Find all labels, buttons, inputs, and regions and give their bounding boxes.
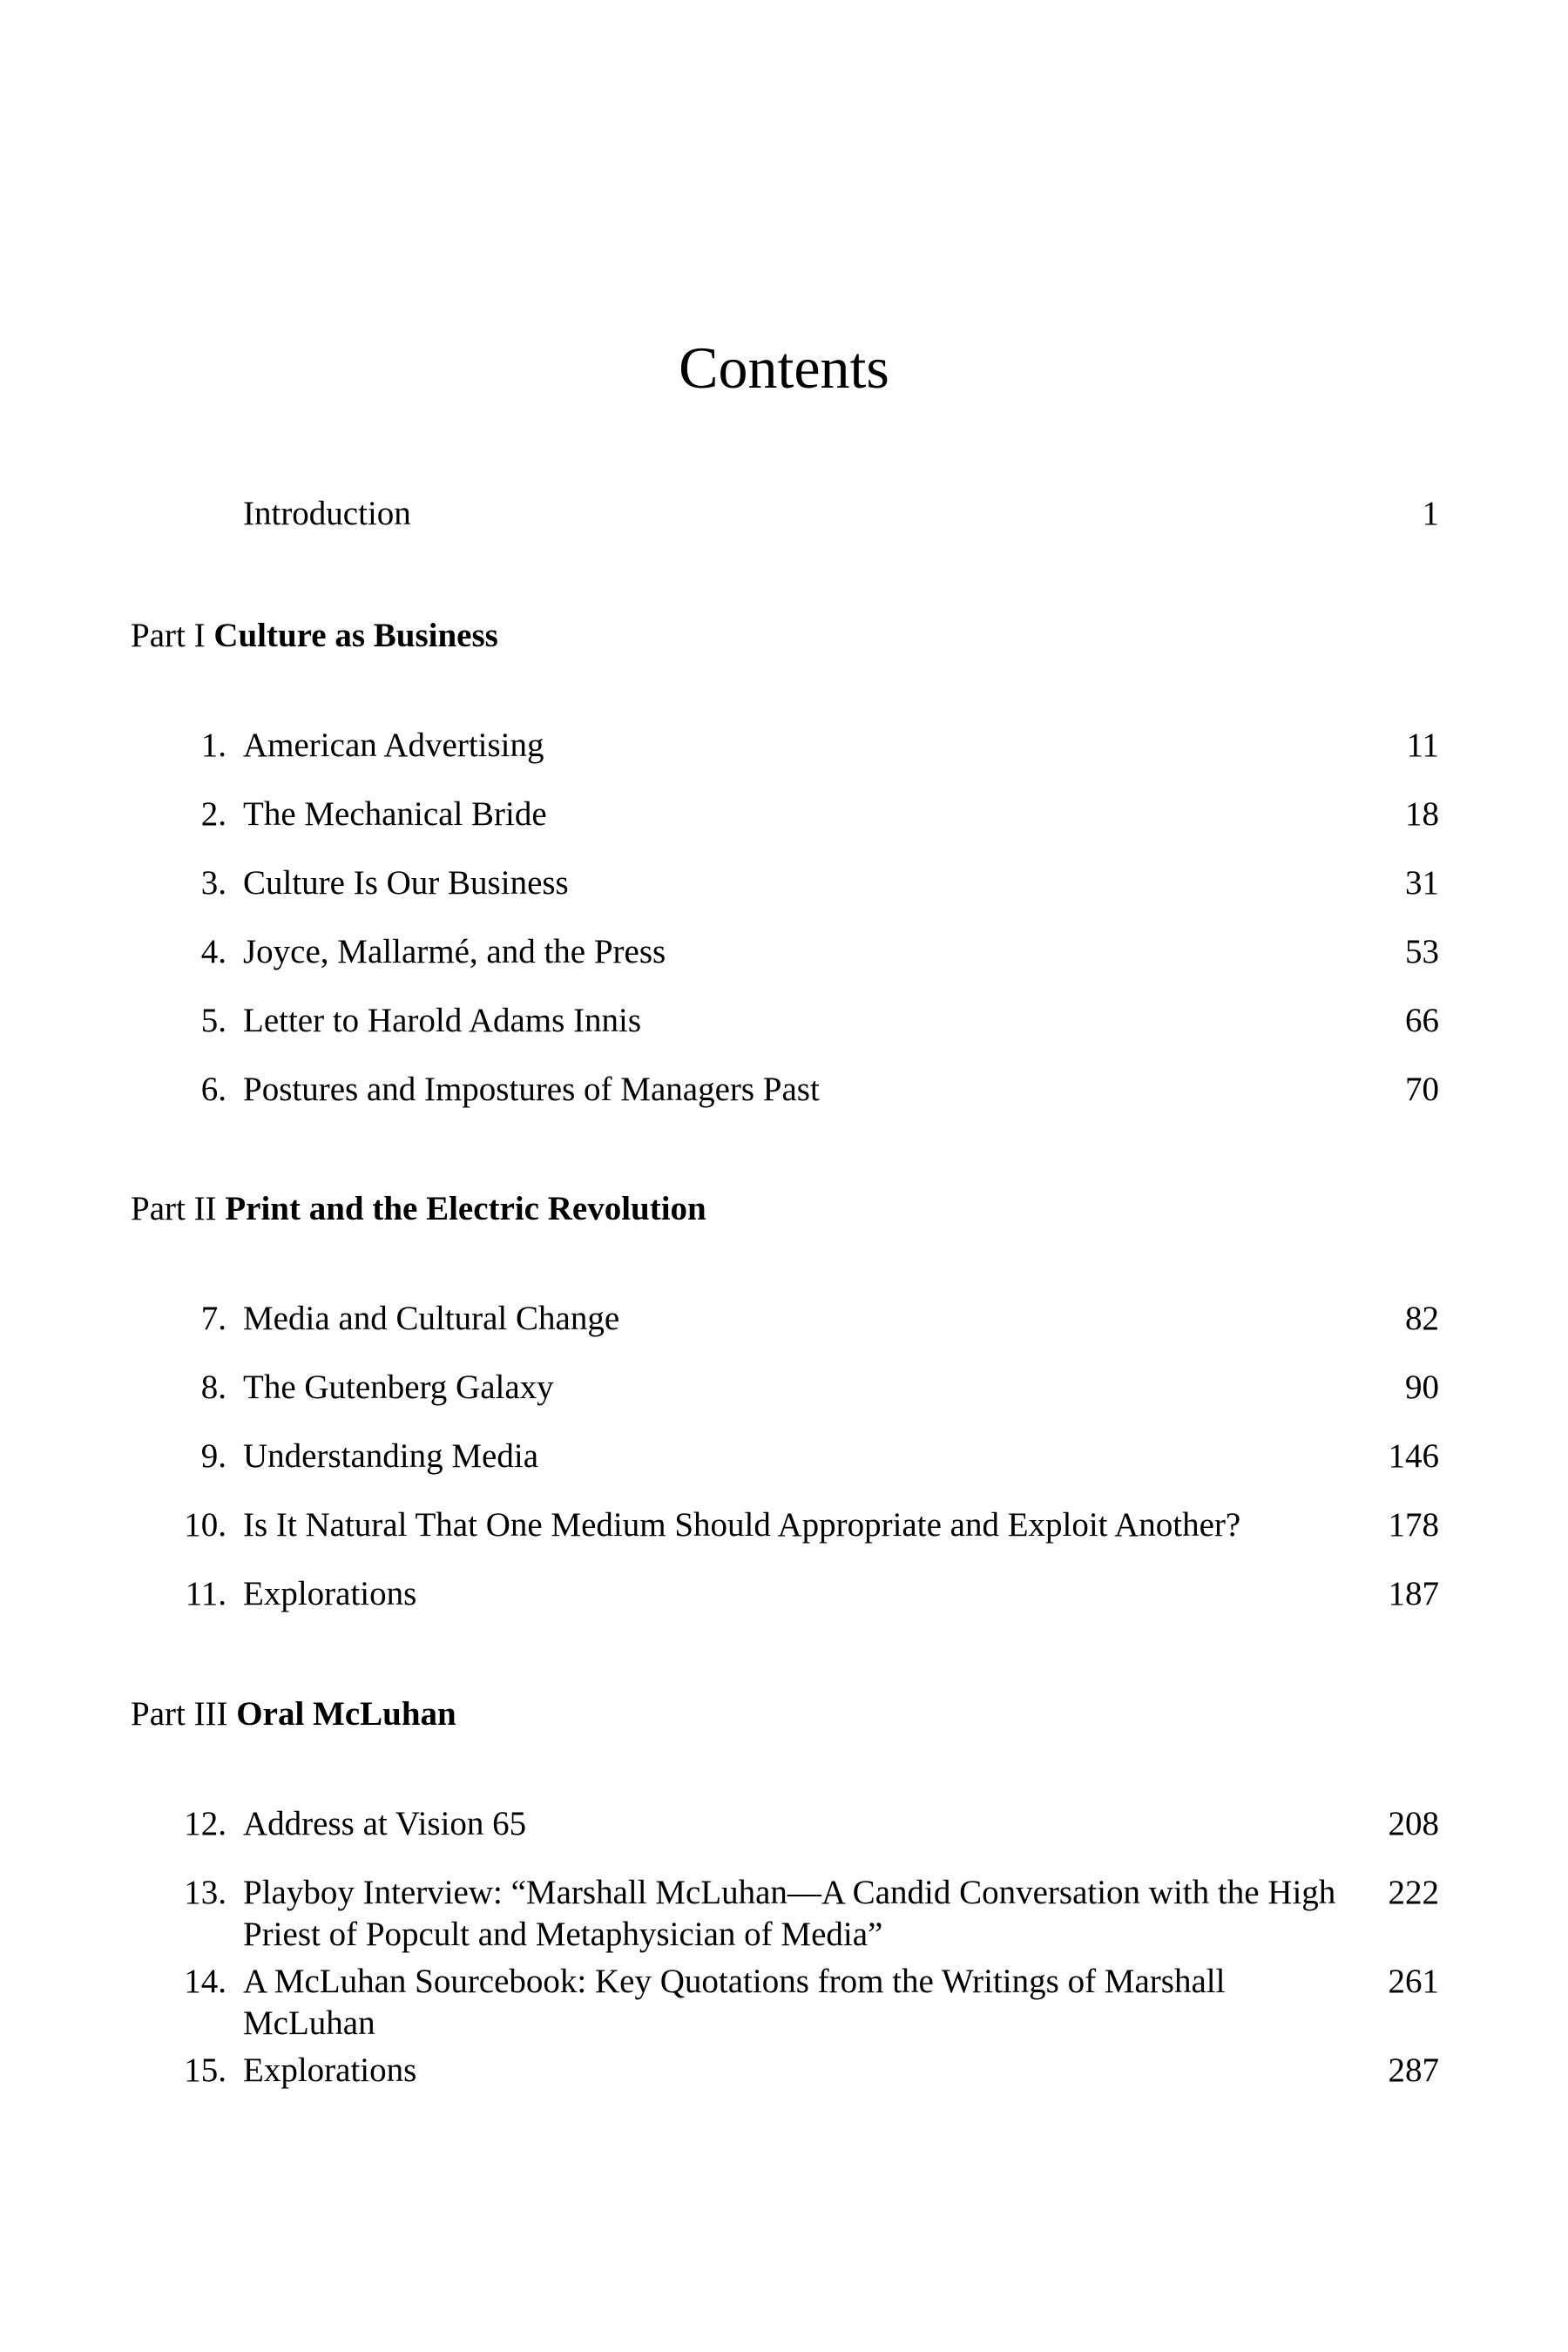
toc-entry-title: Explorations bbox=[243, 1575, 417, 1612]
toc-entry-page: 70 bbox=[1405, 1071, 1439, 1108]
part-label: Part II bbox=[131, 1190, 217, 1227]
toc-entry-page: 222 bbox=[1388, 1874, 1439, 1911]
toc-entry-page: 1 bbox=[1422, 495, 1439, 532]
toc-entry-title: The Mechanical Bride bbox=[243, 795, 547, 833]
toc-entry-page: 287 bbox=[1388, 2051, 1439, 2089]
part-title: Print and the Electric Revolution bbox=[225, 1190, 706, 1227]
toc-entry-number: 5. bbox=[200, 1002, 226, 1039]
toc-entry-title: Is It Natural That One Medium Should Appropriate and Exploit Another? bbox=[243, 1506, 1241, 1544]
toc-entry-title: Understanding Media bbox=[243, 1437, 539, 1475]
toc-entry-number: 1. bbox=[200, 727, 226, 764]
toc-entry-number: 6. bbox=[200, 1071, 226, 1108]
toc-entry-page: 178 bbox=[1388, 1506, 1439, 1544]
toc-entry-title: American Advertising bbox=[243, 727, 544, 764]
toc-entry-title: Culture Is Our Business bbox=[243, 864, 569, 902]
toc-entry-page: 146 bbox=[1388, 1437, 1439, 1475]
toc-entry-number: 13. bbox=[184, 1874, 226, 1911]
toc-entry-title: Media and Cultural Change bbox=[243, 1300, 620, 1337]
toc-entry-number: 4. bbox=[200, 933, 226, 970]
page-title: Contents bbox=[679, 335, 889, 401]
toc-entry-number: 3. bbox=[200, 864, 226, 902]
toc-entry-page: 53 bbox=[1405, 933, 1439, 970]
toc-entry-page: 187 bbox=[1388, 1575, 1439, 1612]
toc-entry-title: Joyce, Mallarmé, and the Press bbox=[243, 933, 666, 970]
part-label: Part I bbox=[131, 617, 206, 654]
toc-entry-title: The Gutenberg Galaxy bbox=[243, 1369, 554, 1406]
part-heading-2 bbox=[131, 1188, 706, 1230]
toc-entry-page: 90 bbox=[1405, 1369, 1439, 1406]
part-heading-1 bbox=[131, 615, 498, 657]
toc-entry-page: 208 bbox=[1388, 1805, 1439, 1842]
toc-entry-title: Playboy Interview: “Marshall McLuhan—A Candid Conversation with the High Priest of Popcult and Metaphysician of Media” bbox=[243, 1874, 1336, 1953]
toc-entry-title: Introduction bbox=[243, 495, 411, 532]
toc-entry-number: 12. bbox=[184, 1805, 226, 1842]
toc-entry-number: 2. bbox=[200, 795, 226, 833]
toc-entry-page: 82 bbox=[1405, 1300, 1439, 1337]
toc-entry-title: Letter to Harold Adams Innis bbox=[243, 1002, 642, 1039]
toc-entry-title: A McLuhan Sourcebook: Key Quotations from the Writings of Marshall McLuhan bbox=[243, 1963, 1226, 2042]
toc-entry-page: 31 bbox=[1405, 864, 1439, 902]
toc-entry-number: 8. bbox=[200, 1369, 226, 1406]
toc-entry-number: 14. bbox=[184, 1963, 226, 2000]
toc-entry-number: 7. bbox=[200, 1300, 226, 1337]
toc-entry-title: Address at Vision 65 bbox=[243, 1805, 527, 1842]
part-title: Culture as Business bbox=[213, 617, 498, 654]
toc-entry-page: 66 bbox=[1405, 1002, 1439, 1039]
part-label: Part III bbox=[131, 1695, 228, 1733]
toc-entry-number: 10. bbox=[184, 1506, 226, 1544]
toc-entry-page: 11 bbox=[1406, 727, 1439, 764]
part-heading-3 bbox=[131, 1693, 456, 1735]
toc-entry-title: Explorations bbox=[243, 2051, 417, 2089]
toc-entry-number: 11. bbox=[185, 1575, 226, 1612]
part-title: Oral McLuhan bbox=[236, 1695, 456, 1733]
toc-entry-page: 261 bbox=[1388, 1963, 1439, 2000]
toc-entry-number: 9. bbox=[200, 1437, 226, 1475]
toc-entry-title: Postures and Impostures of Managers Past bbox=[243, 1071, 820, 1108]
toc-entry-page: 18 bbox=[1405, 795, 1439, 833]
toc-entry-number: 15. bbox=[184, 2051, 226, 2089]
